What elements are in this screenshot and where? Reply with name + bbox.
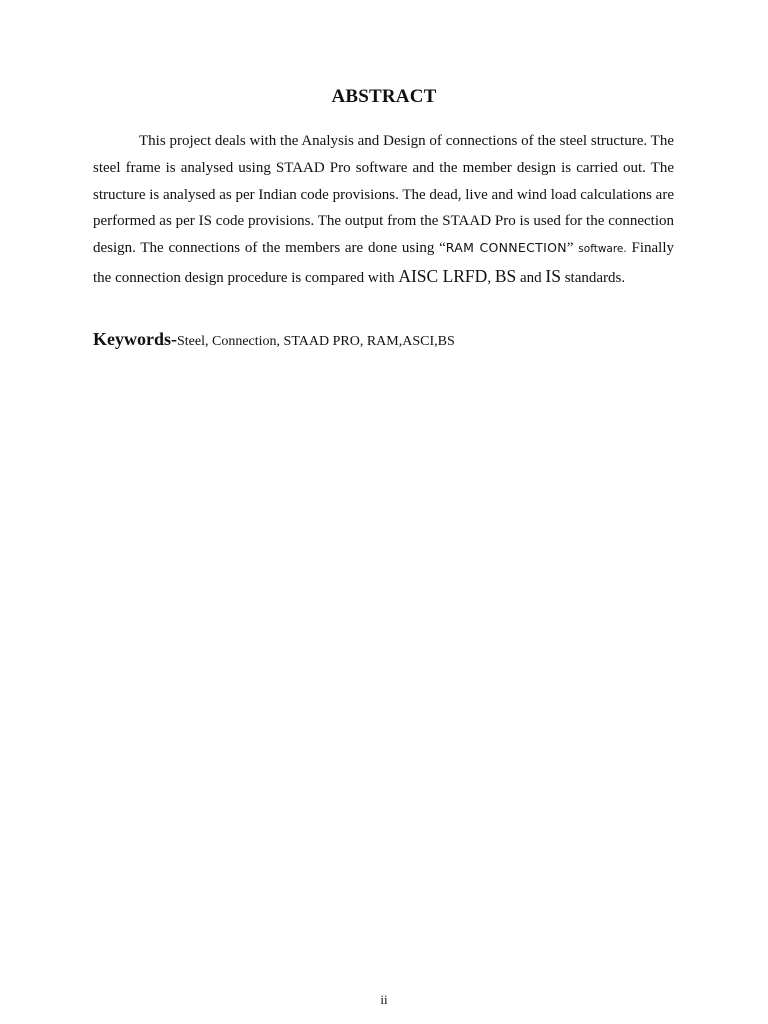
aisc-lrfd-term: AISC LRFD	[398, 265, 488, 286]
abstract-body	[93, 128, 674, 292]
software-term: software	[578, 243, 624, 256]
abstract-text-part-1: This project deals with the Analysis and Design of connections of the steel structure. The steel frame is analysed using STAAD Pro software and the member design is carried out. The structure is analysed as per Indian code provisions. The dead, live and wind load calculations are performed as per IS code provisions. The output from the STAAD Pro is used for the connection design. The connections of the members are done using “	[93, 133, 674, 257]
and-word: and	[516, 269, 546, 286]
abstract-text-part-2: Finally the connection design procedure is compared with	[93, 240, 674, 286]
keywords-label: Keywords-	[93, 329, 177, 349]
software-period: .	[623, 243, 627, 256]
comma-separator: ,	[487, 269, 495, 286]
keywords-line	[93, 329, 693, 350]
abstract-text-part-3: standards.	[560, 269, 626, 286]
ram-connection-term: RAM CONNECTION	[445, 240, 567, 256]
keywords-values: Steel, Connection, STAAD PRO, RAM,ASCI,BS	[177, 334, 455, 349]
closing-quote: ”	[566, 240, 579, 257]
page-number: ii	[380, 992, 388, 1007]
bs-term: BS	[494, 265, 517, 286]
is-term: IS	[545, 265, 561, 286]
abstract-heading: ABSTRACT	[331, 86, 437, 107]
abstract-paragraph	[93, 128, 674, 292]
